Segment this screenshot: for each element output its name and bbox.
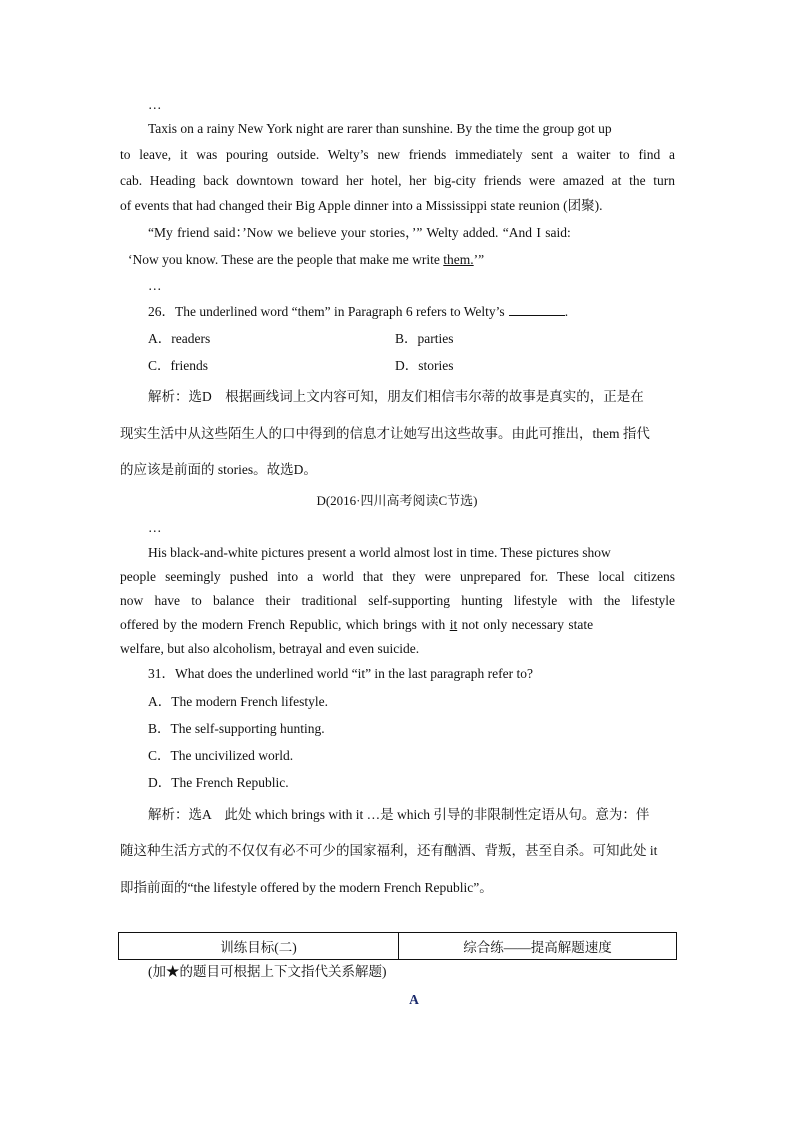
option-c: C．The uncivilized world.	[148, 748, 294, 763]
passage-line: Taxis on a rainy New York night are rarer than sunshine. By the time the group got up	[148, 121, 612, 136]
passage-line: cab. Heading back downtown toward her hotel, her big-city friends were amazed at the turn	[120, 173, 675, 188]
passage-line: of events that had changed their Big Apple dinner into a Mississippi state reunion (团聚).	[120, 198, 603, 213]
passage-line: welfare, but also alcoholism, betrayal and even suicide.	[120, 641, 420, 656]
analysis-line: 即指前面的“the lifestyle offered by the modern French Republic”。	[120, 880, 493, 895]
question-end: .	[564, 304, 569, 319]
table-row	[119, 933, 677, 960]
ellipsis: …	[148, 520, 162, 535]
training-goal-table	[118, 932, 677, 960]
analysis-line: 现实生活中从这些陌生人的口中得到的信息才让她写出这些故事。由此可推出，them 指代	[120, 426, 650, 441]
passage-text: offered by the modern French Republic, which brings with	[120, 617, 450, 632]
passage-line: to leave, it was pouring outside. Welty’s new friends immediately sent a waiter to find a	[120, 147, 675, 162]
passage-text: not only necessary state	[457, 617, 594, 632]
option-a: A．readers	[148, 331, 211, 346]
passage-line	[128, 251, 484, 269]
option-d: D．The French Republic.	[148, 775, 289, 790]
star-note: (加★的题目可根据上下文指代关系解题)	[148, 964, 387, 979]
passage-line: “My friend said：’Now we believe your stories，’” Welty added. “And I said:	[148, 225, 571, 240]
ellipsis-top: …	[148, 97, 162, 112]
passage-line	[120, 616, 593, 634]
option-a: A．The modern French lifestyle.	[148, 694, 328, 709]
passage-line: people seemingly pushed into a world that they were unprepared for. These local citizens	[120, 569, 675, 584]
passage-line: now have to balance their traditional self-supporting hunting lifestyle with the lifestyle	[120, 593, 675, 608]
section-d-heading: D(2016·四川高考阅读C节选)	[316, 493, 478, 508]
option-c: C．friends	[148, 358, 208, 373]
ellipsis-bottom: …	[148, 278, 162, 293]
question-text: 26．The underlined word “them” in Paragraph 6 refers to Welty’s	[148, 304, 505, 319]
analysis-line: 解析：选A 此处 which brings with it …是 which 引导的非限制性定语从句。意为：伴	[148, 807, 650, 822]
analysis-line: 随这种生活方式的不仅仅有必不可少的国家福利，还有酗酒、背叛，甚至自杀。可知此处 it	[120, 843, 658, 858]
table-cell-practice: 综合练——提高解题速度	[399, 933, 677, 960]
quote-close: ’”	[473, 252, 485, 267]
table-cell-goal: 训练目标(二)	[119, 933, 399, 960]
question-31-stem: 31．What does the underlined world “it” in the last paragraph refer to?	[148, 666, 533, 681]
analysis-line: 的应该是前面的 stories。故选D。	[120, 462, 317, 477]
option-b: B．The self-supporting hunting.	[148, 721, 325, 736]
option-b: B．parties	[395, 331, 454, 346]
passage-line: His black-and-white pictures present a world almost lost in time. These pictures show	[148, 545, 611, 560]
option-d: D．stories	[395, 358, 454, 373]
analysis-line: 解析：选D 根据画线词上文内容可知，朋友们相信韦尔蒂的故事是真实的，正是在	[148, 389, 644, 404]
quote-text: ‘Now you know. These are the people that make me write	[128, 252, 444, 267]
section-a-heading: A	[409, 992, 419, 1007]
question-26-stem	[148, 303, 568, 321]
answer-blank	[509, 303, 565, 316]
underlined-it: it	[449, 617, 458, 632]
underlined-them: them.	[443, 252, 474, 267]
